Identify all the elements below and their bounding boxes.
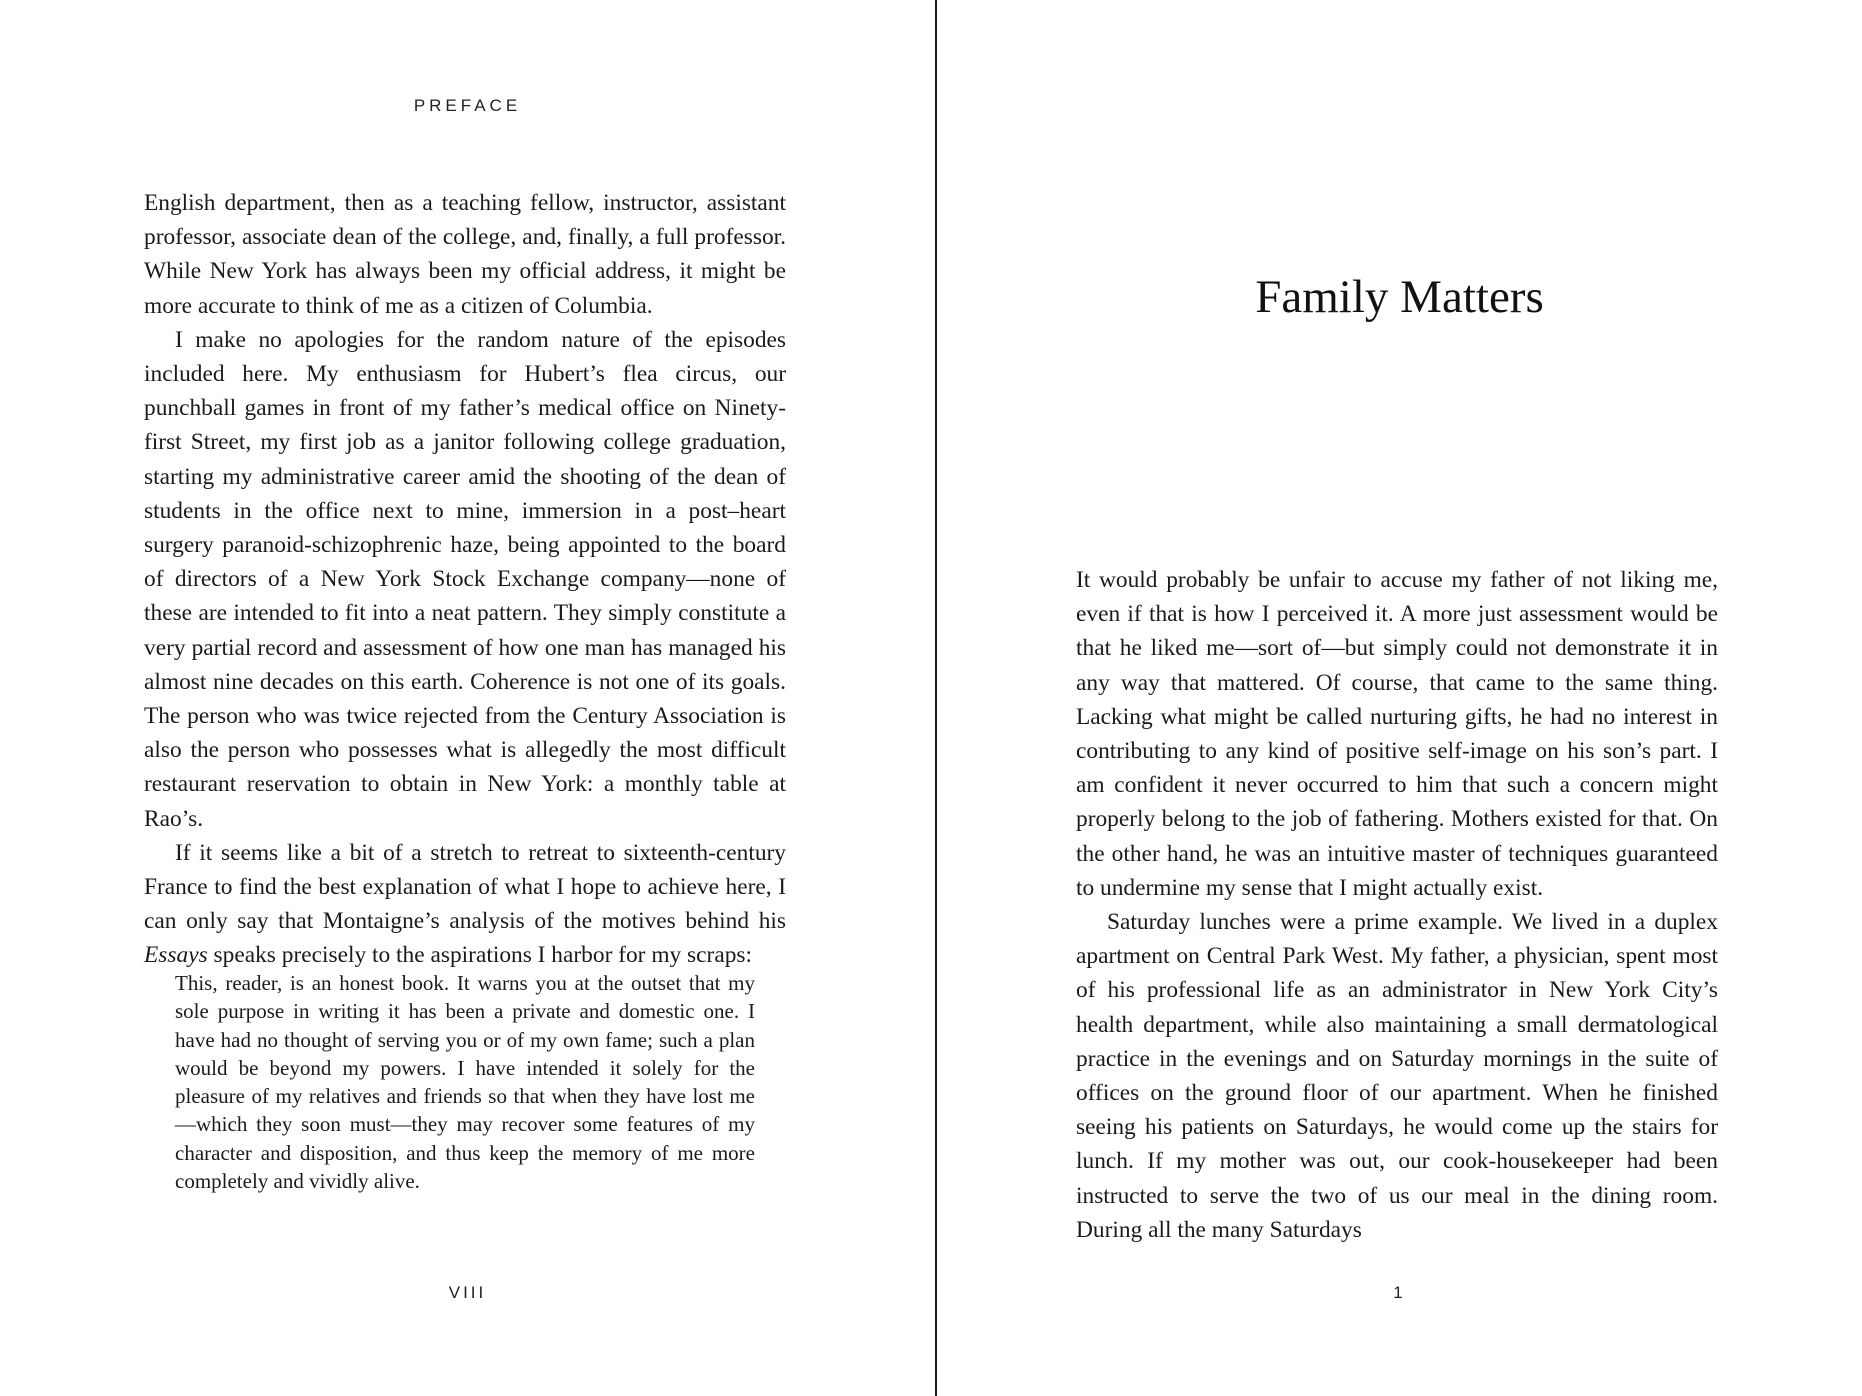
page-number: VIII (448, 1283, 487, 1302)
paragraph: It would probably be unfair to accuse my father of not liking me, even if that is how I perceived it. A more just assessment would be that he liked me—sort of—but simply could not demonstrate it in any way that mattered. Of course, that came to the same thing. Lacking what might be called nurturing gifts, he had no interest in contributing to any kind of positive self-image on his son’s part. I am confident it never occurred to him that such a concern might properly belong to the job of fathering. Mothers existed for that. On the other hand, he was an intuitive master of techniques guaranteed to undermine my sense that I might actually exist. (1076, 567, 1718, 901)
italic-title: Essays (144, 942, 208, 969)
paragraph-text: speaks precisely to the aspirations I harbor for my scraps: (207, 942, 753, 969)
right-page-body (1076, 563, 1718, 1247)
paragraph: Saturday lunches were a prime example. We lived in a duplex apartment on Central Park West. My father, a physician, spent most of his professional life as an administrator in New York City’s health department, while also maintaining a small dermatological practice in the evenings and on Saturday mornings in the suite of offices on the ground floor of our apartment. When he finished seeing his patients on Saturdays, he would come up the stairs for lunch. If my mother was out, our cook-housekeeper had been instructed to serve the two of us our meal in the dining room. During all the many Saturdays (1076, 909, 1718, 1243)
paragraph: English department, then as a teaching fellow, instructor, assistant professor, associate dean of the college, and, finally, a full professor. While New York has always been my official address, it might be more accurate to think of me as a citizen of Columbia. (144, 190, 786, 319)
left-page-body (144, 186, 786, 973)
paragraph (144, 836, 786, 973)
running-head: PREFACE (413, 96, 522, 115)
paragraph: I make no apologies for the random nature of the episodes included here. My enthusiasm for Hubert’s flea circus, our punchball games in front of my father’s medical office on Ninety-first Street, my first job as a janitor following college graduation, starting my administrative career amid the shooting of the dean of students in the office next to mine, immersion in a post–heart surgery paranoid-schizophrenic haze, being appointed to the board of directors of a New York Stock Exchange company—none of these are intended to fit into a neat pattern. They simply constitute a very partial record and assessment of how one man has managed his almost nine decades on this earth. Coherence is not one of its goals. The person who was twice rejected from the Century Association is also the person who possesses what is allegedly the most difficult restaurant reservation to obtain in New York: a monthly table at Rao’s. (144, 326, 786, 832)
paragraph-text: If it seems like a bit of a stretch to retreat to sixteenth-century France to find the best explanation of what I hope to achieve here, I can only say that Montaigne’s analysis of the motives behind his (144, 839, 786, 935)
block-quote: This, reader, is an honest book. It warns you at the outset that my sole purpose in writing it has been a private and domestic one. I have had no thought of serving you or of my own fame; such a plan would be beyond my powers. I have intended it solely for the pleasure of my relatives and friends so that when they have lost me—which they soon must—they may recover some features of my character and disposition, and thus keep the memory of me more completely and vividly alive. (175, 971, 755, 1194)
chapter-title: Family Matters (1255, 271, 1544, 323)
page-number: 1 (1393, 1283, 1406, 1302)
right-page (937, 0, 1862, 1396)
